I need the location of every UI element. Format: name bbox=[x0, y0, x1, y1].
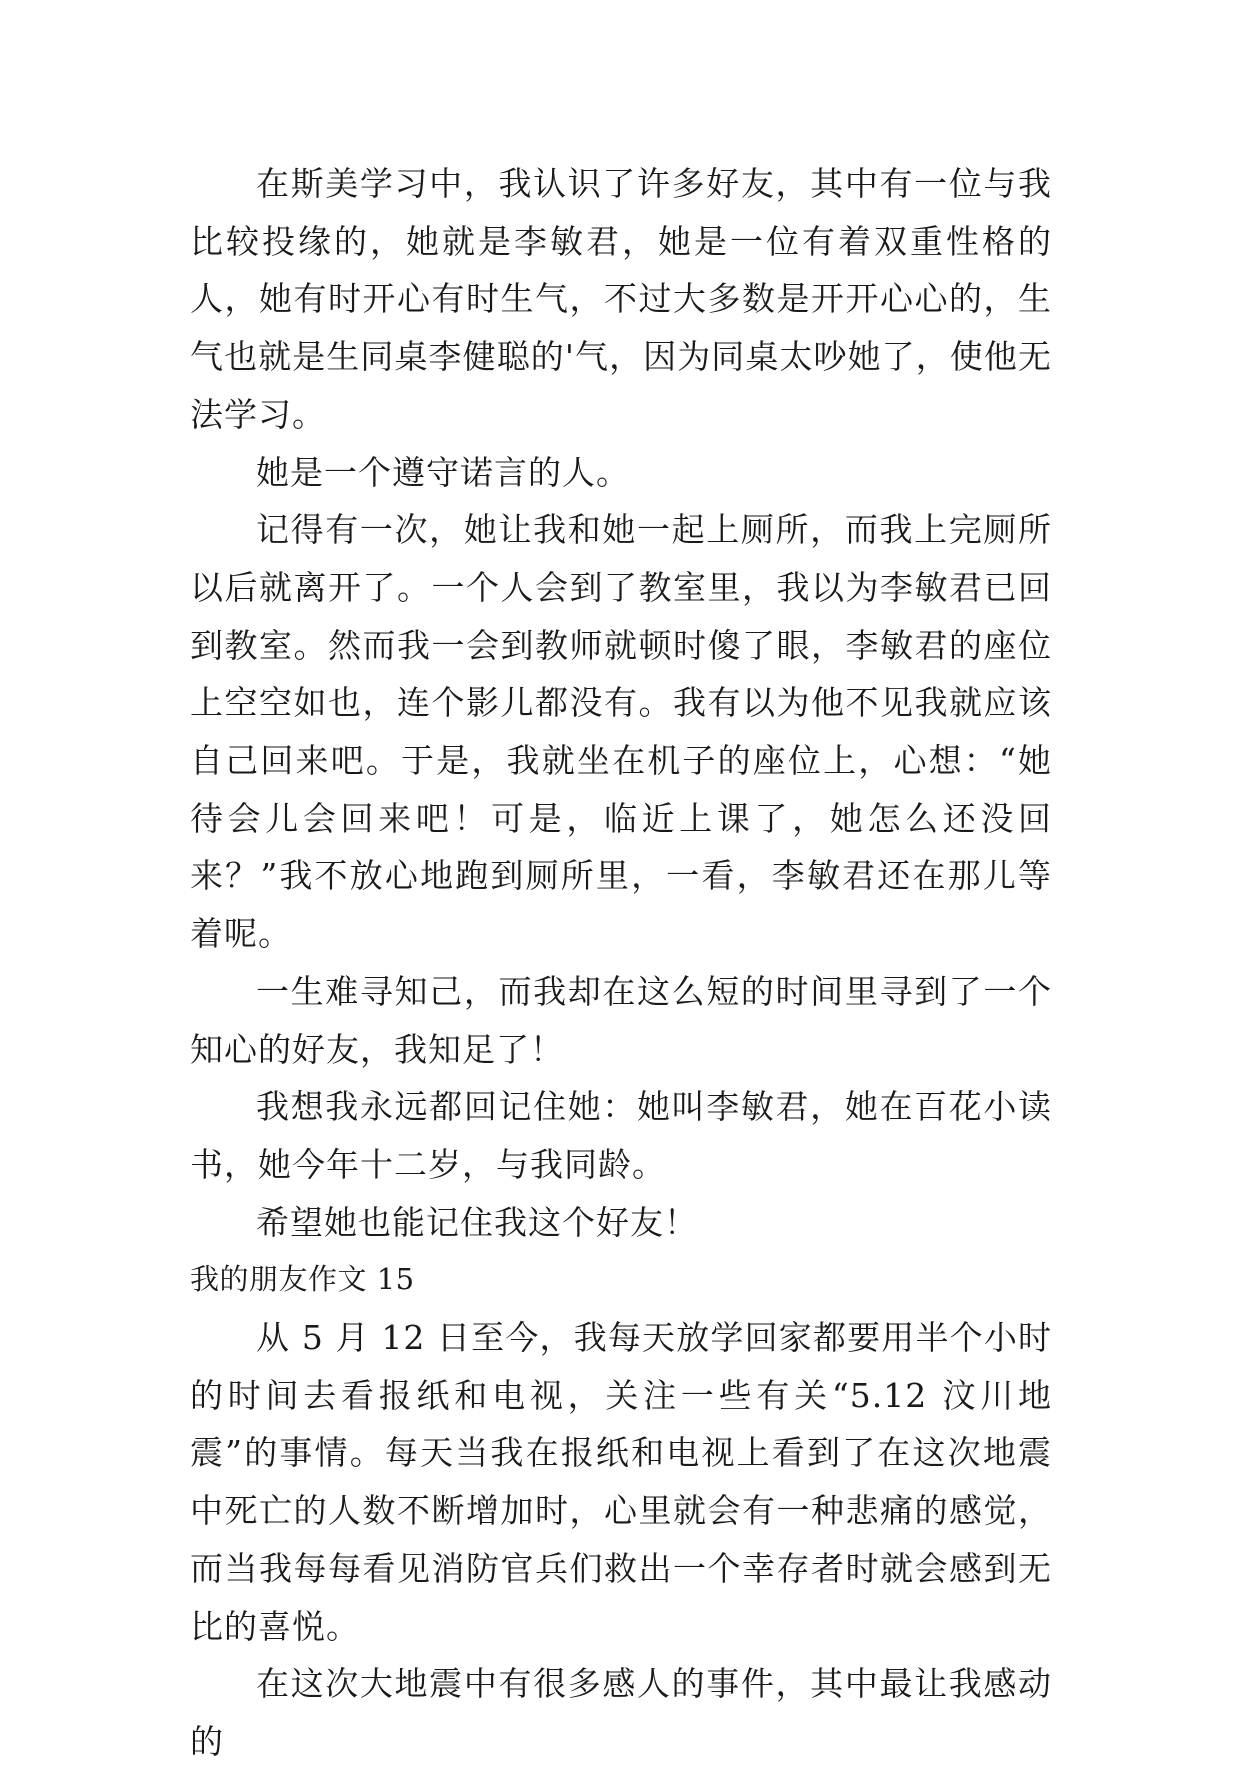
paragraph: 希望她也能记住我这个好友！ bbox=[256, 1202, 698, 1242]
document-page bbox=[190, 155, 1052, 1771]
paragraph: 从 5 月 12 日至今，我每天放学回家都要用半个小时的时间去看报纸和电视，关注一些有关“5.12 汶川地震”的事情。每天当我在报纸和电视上看到了在这次地震中死亡的人数不断增加时，心里就会有一种悲痛的感觉，而当我每每看见消防官兵们救出一个幸存者时就会感到无比的喜悦。 bbox=[190, 1318, 1052, 1646]
paragraph: 她是一个遵守诺言的人。 bbox=[256, 452, 630, 492]
section-heading: 我的朋友作文 15 bbox=[190, 1262, 415, 1297]
paragraph: 记得有一次，她让我和她一起上厕所，而我上完厕所以后就离开了。一个人会到了教室里，我以为李敏君已回到教室。然而我一会到教师就顿时傻了眼，李敏君的座位上空空如也，连个影儿都没有。我有以为他不见我就应该自己回来吧。于是，我就坐在机子的座位上，心想：“她待会儿会回来吧！可是，临近上课了，她怎么还没回来？”我不放心地跑到厕所里，一看，李敏君还在那儿等着呢。 bbox=[190, 510, 1052, 954]
paragraph: 在这次大地震中有很多感人的事件，其中最让我感动的 bbox=[190, 1664, 1052, 1761]
paragraph: 在斯美学习中，我认识了许多好友，其中有一位与我比较投缘的，她就是李敏君，她是一位有着双重性格的人，她有时开心有时生气，不过大多数是开开心心的，生气也就是生同桌李健聪的'气，因为同桌太吵她了，使他无法学习。 bbox=[190, 164, 1052, 434]
paragraph: 我想我永远都回记住她：她叫李敏君，她在百花小读书，她今年十二岁，与我同龄。 bbox=[190, 1087, 1052, 1184]
paragraph: 一生难寻知己，而我却在这么短的时间里寻到了一个知心的好友，我知足了！ bbox=[190, 971, 1052, 1069]
